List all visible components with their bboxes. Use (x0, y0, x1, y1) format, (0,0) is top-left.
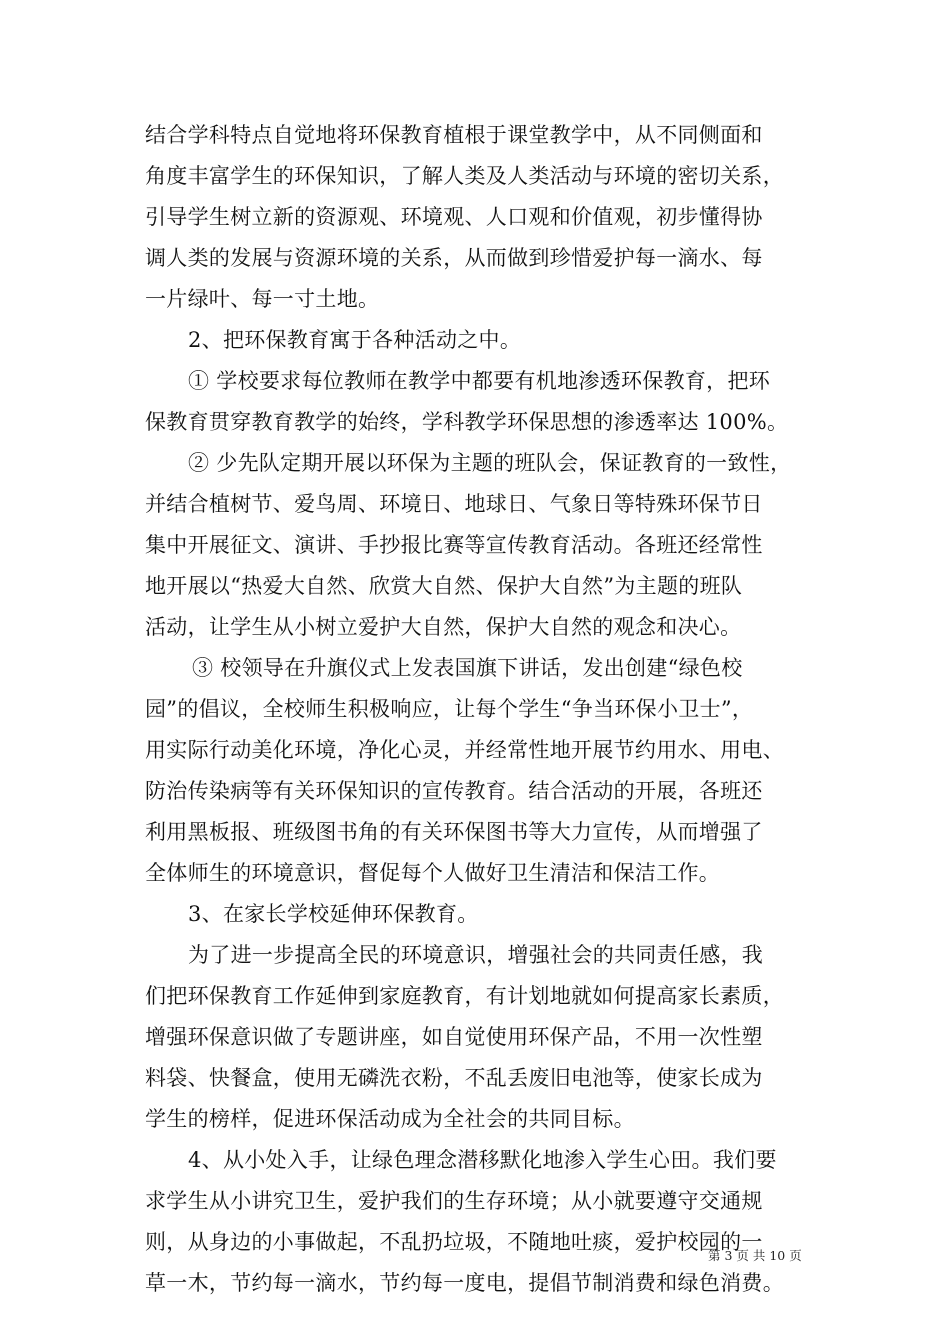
text-line: 活动，让学生从小树立爱护大自然，保护大自然的观念和决心。 (145, 615, 742, 639)
text-line: 角度丰富学生的环保知识，了解人类及人类活动与环境的密切关系， (145, 164, 784, 188)
text-line: ② 少先队定期开展以环保为主题的班队会，保证教育的一致性， (188, 451, 792, 475)
text-line: 地开展以“热爱大自然、欣赏大自然、保护大自然”为主题的班队 (145, 574, 743, 598)
text-line: 则，从身边的小事做起，不乱扔垃圾，不随地吐痰，爱护校园的一 (145, 1230, 763, 1254)
text-line: 们把环保教育工作延伸到家庭教育，有计划地就如何提高家长素质， (145, 984, 784, 1008)
section-heading: 4、从小处入手，让绿色理念潜移默化地渗入学生心田。我们要 (188, 1148, 777, 1172)
text-line: 集中开展征文、演讲、手抄报比赛等宣传教育活动。各班还经常性 (145, 533, 763, 557)
text-line: 保教育贯穿教育教学的始终，学科教学环保思想的渗透率达 100%。 (145, 410, 789, 434)
section-heading: 2、把环保教育寓于各种活动之中。 (188, 328, 522, 352)
text-line: 增强环保意识做了专题讲座，如自觉使用环保产品，不用一次性塑 (145, 1025, 763, 1049)
text-line: 利用黑板报、班级图书角的有关环保图书等大力宣传，从而增强了 (145, 820, 763, 844)
text-line: 用实际行动美化环境，净化心灵，并经常性地开展节约用水、用电、 (145, 738, 784, 762)
text-line: ③ 校领导在升旗仪式上发表国旗下讲话，发出创建“绿色校 (192, 656, 743, 680)
page-number: 第 3 页 共 10 页 (708, 1248, 802, 1263)
text-line: 一片绿叶、每一寸土地。 (145, 287, 380, 311)
text-line: 草一木，节约每一滴水，节约每一度电，提倡节制消费和绿色消费。 (145, 1271, 784, 1295)
text-line: 结合学科特点自觉地将环保教育植根于课堂教学中，从不同侧面和 (145, 123, 763, 147)
section-heading: 3、在家长学校延伸环保教育。 (188, 902, 479, 926)
text-line: 料袋、快餐盒，使用无磷洗衣粉，不乱丢废旧电池等，使家长成为 (145, 1066, 763, 1090)
text-line: 求学生从小讲究卫生，爱护我们的生存环境；从小就要遵守交通规 (145, 1189, 763, 1213)
text-line: 为了进一步提高全民的环境意识，增强社会的共同责任感，我 (188, 943, 764, 967)
text-line: ① 学校要求每位教师在教学中都要有机地渗透环保教育，把环 (188, 369, 771, 393)
text-line: 防治传染病等有关环保知识的宣传教育。结合活动的开展，各班还 (145, 779, 763, 803)
text-line: 园”的倡议，全校师生积极响应，让每个学生“争当环保小卫士”， (145, 697, 754, 721)
text-line: 调人类的发展与资源环境的关系，从而做到珍惜爱护每一滴水、每 (145, 246, 763, 270)
text-line: 并结合植树节、爱鸟周、环境日、地球日、气象日等特殊环保节日 (145, 492, 763, 516)
text-line: 引导学生树立新的资源观、环境观、人口观和价值观，初步懂得协 (145, 205, 763, 229)
text-line: 学生的榜样，促进环保活动成为全社会的共同目标。 (145, 1107, 635, 1131)
text-line: 全体师生的环境意识，督促每个人做好卫生清洁和保洁工作。 (145, 861, 721, 885)
